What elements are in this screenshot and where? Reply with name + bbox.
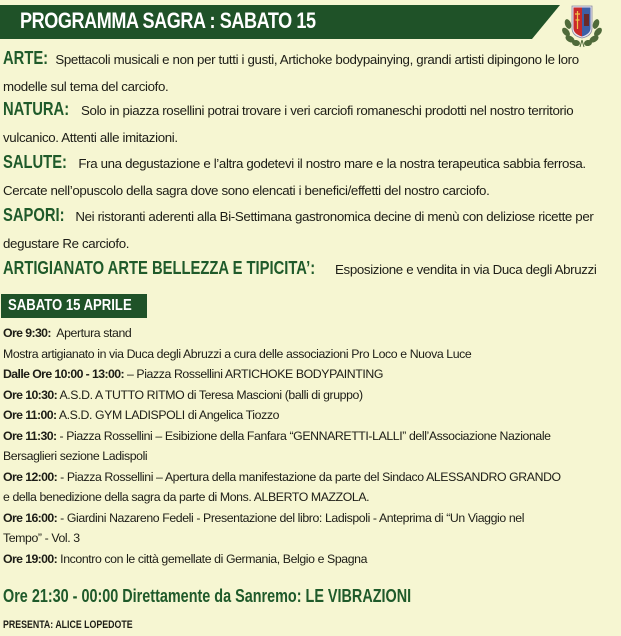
theme-text-continued: vulcanico. Attenti alle imitazioni. — [3, 130, 178, 145]
theme-text-continued: modelle sul tema del carciofo. — [3, 79, 169, 94]
theme-label: SAPORI: — [3, 205, 65, 225]
schedule-text: A.S.D. GYM LADISPOLI di Angelica Tiozzo — [56, 408, 280, 422]
schedule-item — [3, 364, 617, 385]
theme-sapori — [3, 202, 615, 257]
schedule-item — [3, 549, 617, 570]
theme-artigianato — [3, 255, 615, 283]
theme-text-continued: Cercate nell’opuscolo della sagra dove sono elencati i benefici/effetti del nostro carciofo. — [3, 183, 490, 198]
municipal-coat-of-arms-icon — [560, 2, 604, 48]
theme-text: Solo in piazza rosellini potrai trovare i veri carciofi romaneschi prodotti nel nostro territorio — [77, 103, 574, 118]
schedule-text: Tempo” - Vol. 3 — [3, 531, 80, 545]
theme-text: Esposizione e vendita in via Duca degli Abruzzi — [331, 262, 597, 277]
schedule-time: Dalle Ore 10:00 - 13:00: — [3, 367, 124, 381]
schedule-item — [3, 446, 617, 467]
schedule-item — [3, 426, 617, 447]
theme-label: NATURA: — [3, 99, 70, 119]
theme-text: Fra una degustazione e l’altra godetevi il nostro mare e la nostra terapeutica sabbia ferrosa. — [75, 156, 586, 171]
day-band — [1, 294, 147, 318]
schedule-text: Bersaglieri sezione Ladispoli — [3, 449, 148, 463]
schedule-text: – Piazza Rossellini ARTICHOKE BODYPAINTING — [123, 367, 384, 381]
theme-label: ARTE: — [3, 48, 49, 68]
schedule-item — [3, 467, 617, 488]
schedule-item — [3, 405, 617, 426]
theme-text: Nei ristoranti aderenti alla Bi-Settimana gastronomica decine di menù con deliziose ricette per — [72, 209, 594, 224]
schedule-time: Ore 12:00: — [3, 469, 58, 484]
theme-text-continued: degustare Re carciofo. — [3, 236, 130, 251]
presenter-credit: PRESENTA: ALICE LOPEDOTE — [3, 619, 133, 631]
theme-label: SALUTE: — [3, 152, 67, 172]
schedule-text: - Piazza Rossellini – Esibizione della Fanfara “GENNARETTI-LALLI” dell’Associazione Nazionale — [56, 428, 551, 443]
schedule-list — [3, 323, 617, 569]
schedule-item — [3, 344, 617, 365]
schedule-text: A.S.D. A TUTTO RITMO di Teresa Mascioni (balli di gruppo) — [57, 387, 363, 402]
schedule-text: e della benedizione della sagra da parte di Mons. ALBERTO MAZZOLA. — [3, 490, 370, 504]
schedule-item — [3, 487, 617, 508]
schedule-time: Ore 16:00: — [3, 510, 58, 525]
theme-arte — [3, 45, 615, 100]
schedule-item — [3, 528, 617, 549]
day-title: SABATO 15 APRILE — [8, 297, 132, 314]
schedule-time: Ore 11:00: — [3, 408, 57, 422]
schedule-text: Incontro con le città gemellate di Germania, Belgio e Spagna — [57, 551, 368, 566]
headline-event: Ore 21:30 - 00:00 Direttamente da Sanremo: LE VIBRAZIONI — [3, 586, 412, 606]
page-title: PROGRAMMA SAGRA : SABATO 15 — [20, 8, 316, 33]
schedule-item — [3, 323, 617, 344]
schedule-text: Apertura stand — [50, 326, 132, 340]
theme-natura — [3, 96, 615, 151]
schedule-item — [3, 385, 617, 406]
schedule-item — [3, 508, 617, 529]
schedule-text: - Piazza Rossellini – Apertura della manifestazione da parte del Sindaco ALESSANDRO GRANDO — [57, 469, 561, 484]
schedule-time: Ore 10:30: — [3, 387, 58, 402]
schedule-time: Ore 19:00: — [3, 551, 58, 566]
theme-salute — [3, 149, 615, 204]
schedule-time: Ore 9:30: — [3, 326, 51, 340]
theme-text: Spettacoli musicali e non per tutti i gusti, Artichoke bodypainying, grandi artisti dipingono le loro — [52, 52, 579, 67]
theme-label: ARTIGIANATO ARTE BELLEZZA E TIPICITA’: — [3, 258, 316, 278]
shield — [572, 6, 592, 38]
schedule-text: Mostra artigianato in via Duca degli Abruzzi a cura delle associazioni Pro Loco e Nuova Luce — [3, 346, 472, 361]
schedule-time: Ore 11:30: — [3, 428, 57, 443]
schedule-text: - Giardini Nazareno Fedeli - Presentazione del libro: Ladispoli - Anteprima di “Un Viaggio nel — [57, 510, 525, 525]
